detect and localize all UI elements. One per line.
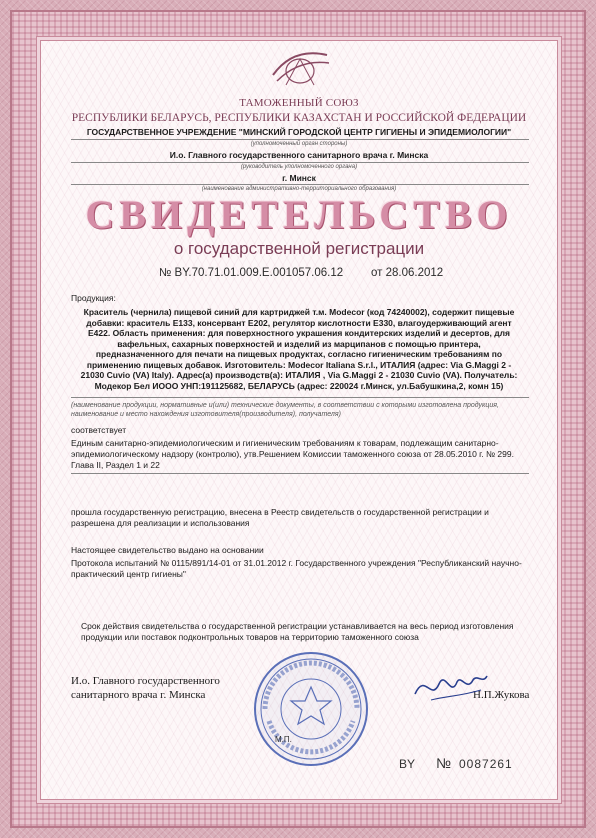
registration-date: от 28.06.2012 <box>371 267 444 279</box>
certificate-title: СВИДЕТЕЛЬСТВО <box>85 192 513 237</box>
customs-union-emblem-icon <box>263 41 337 95</box>
head-position: И.о. Главного государственного санитарного врача г. Минска <box>169 150 429 160</box>
handwritten-signature-icon <box>411 666 491 706</box>
divider <box>71 184 529 185</box>
serial-number: 0087261 <box>459 757 513 771</box>
compliance-text: Единым санитарно-эпидемиологическим и гигиеническим требованиям к товарам, подлежащим санитарно-эпидемиологическому надзору (контролю), утв.Решением Комиссии таможенного союза от 28.05.2010 г. № 299. Глава II, Раздел 1 и 22 <box>71 438 514 470</box>
serial-number-sign: № <box>436 755 452 771</box>
union-title: ТАМОЖЕННЫЙ СОЮЗ <box>239 97 359 109</box>
signatory-name: Н.П.Жукова <box>473 689 530 701</box>
serial-prefix: BY <box>399 757 416 771</box>
organization-note: (уполномоченный орган стороны) <box>250 141 348 147</box>
organization-name: ГОСУДАРСТВЕННОЕ УЧРЕЖДЕНИЕ "МИНСКИЙ ГОРОДСКОЙ ЦЕНТР ГИГИЕНЫ И ЭПИДЕМИОЛОГИИ" <box>86 127 512 137</box>
signatory-position-line2: санитарного врача г. Минска <box>71 689 206 701</box>
signatory-position-line1: И.о. Главного государственного <box>71 675 220 687</box>
certificate-page <box>40 40 558 800</box>
registration-text: прошла государственную регистрацию, внесена в Реестр свидетельств о государственной регистрации и разрешена для реализации и использования <box>71 507 489 528</box>
city-note: (наименование административно-территориального образования) <box>201 186 397 192</box>
divider <box>71 139 529 140</box>
product-label: Продукция: <box>71 293 116 303</box>
basis-label: Настоящее свидетельство выдано на основании <box>71 545 264 555</box>
official-stamp-icon <box>251 649 371 769</box>
certificate-subtitle: о государственной регистрации <box>173 239 425 258</box>
head-note: (руководитель уполномоченного органа) <box>240 164 358 170</box>
compliance-label: соответствует <box>71 425 127 435</box>
divider <box>71 162 529 163</box>
basis-text: Протокола испытаний № 0115/891/14-01 от 31.01.2012 г. Государственного учреждения "Республиканский научно-практический центр гигиены" <box>71 558 522 579</box>
registration-number: № BY.70.71.01.009.Е.001057.06.12 <box>159 267 344 279</box>
divider <box>71 473 529 474</box>
divider <box>71 397 529 398</box>
city: г. Минск <box>282 173 316 183</box>
union-countries: РЕСПУБЛИКИ БЕЛАРУСЬ, РЕСПУБЛИКИ КАЗАХСТАН И РОССИЙСКОЙ ФЕДЕРАЦИИ <box>71 112 527 124</box>
product-description: Краситель (чернила) пищевой синий для картриджей т.м. Modecor (код 74240002), содержит пищевые добавки: краситель Е133, консервант Е202, регулятор кислотности Е330, влагоудерживающий агент Е422. Область применения: для поверхностного украшения кондитерских изделий и десертов, для вафельных, сахарных поверхностей и изделий из марципанов с помощью принтера, предназначенного для печати на пищевых продуктах, согласно гигиеническим требованиям по применению пищевых добавок. Изготовитель: Modecor Italiana S.r.l., ИТАЛИЯ (адрес: Via G.Maggi 2 - 21030 Cuvio (VA) Italy). Адрес(а) производств(а): ИТАЛИЯ , Via G.Maggi 2 - 21030 Cuvio (VA). Получатель: Модекор Бел ИООО УНП:191125682, БЕЛАРУСЬ (адрес: 220024 г.Минск, ул.Бабушкина,2, комн 15) <box>80 307 518 391</box>
stamp-place-label: М.П. <box>275 735 292 744</box>
product-note: (наименование продукции, нормативные и(или) технические документы, в соответствии с которыми изготовлена продукция, наименование и место нахождения изготовителя(производителя), получателя) <box>71 402 499 418</box>
validity-text: Срок действия свидетельства о государственной регистрации устанавливается на весь период изготовления продукции или поставок подконтрольных товаров на территорию таможенного союза <box>81 621 514 642</box>
